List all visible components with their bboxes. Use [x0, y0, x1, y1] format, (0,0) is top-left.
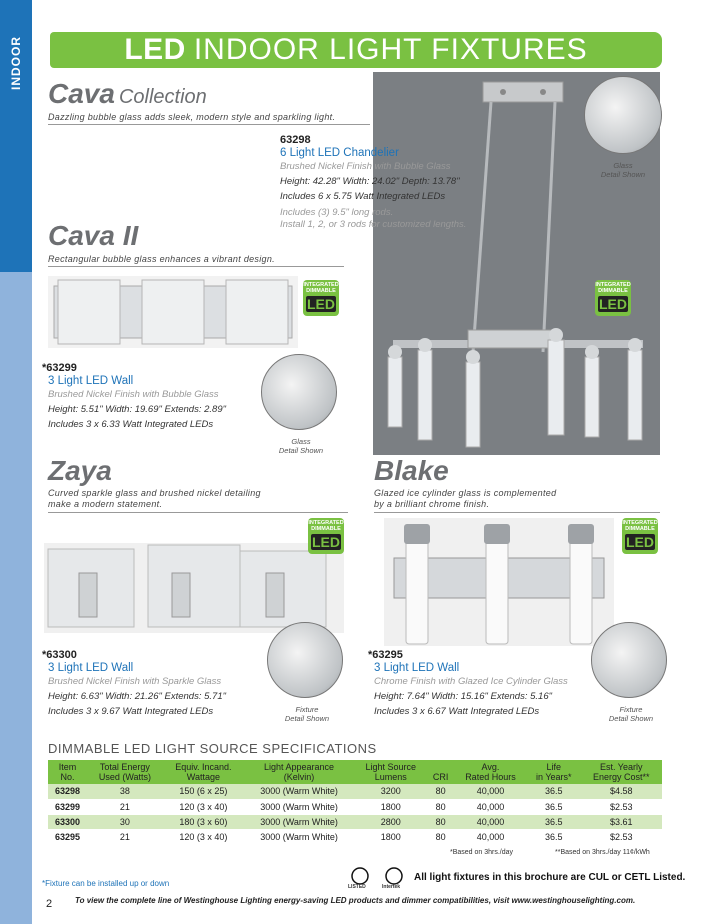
cava-led-badge [595, 280, 631, 316]
specs-cell: 63298 [48, 784, 87, 799]
specs-header-line: (Kelvin) [283, 772, 315, 782]
badge-line2: DIMMABLE [306, 288, 336, 294]
cava-detail-caption [590, 161, 656, 179]
cava2-item-finish: Brushed Nickel Finish with Bubble Glass [48, 389, 219, 400]
cava2-led-badge [303, 280, 339, 316]
specs-header-cell [427, 760, 453, 784]
cava-item-note2: Install 1, 2, or 3 rods for customized lengths. [280, 219, 467, 230]
cava-tagline: Dazzling bubble glass adds sleek, modern style and sparkling light. [48, 112, 336, 122]
specs-header-cell [454, 760, 527, 784]
specs-cell: 120 (3 x 40) [163, 799, 244, 814]
zaya-detail-caption [272, 705, 342, 723]
cava2-fixture-photo [48, 276, 298, 348]
page-header [50, 32, 662, 68]
zaya-fixture-photo [44, 543, 344, 633]
specs-cell: 80 [427, 829, 453, 844]
blake-detail-caption [596, 705, 666, 723]
specs-cell: 120 (3 x 40) [163, 829, 244, 844]
specs-title: DIMMABLE LED LIGHT SOURCE SPECIFICATIONS [48, 741, 377, 756]
cava-title-text: Cava [48, 78, 115, 109]
badge-line3: LED [312, 534, 340, 550]
zaya-detail-caption-line1: Fixture [295, 705, 319, 714]
blake-tagline-2: by a brilliant chrome finish. [374, 499, 490, 509]
specs-row [48, 829, 662, 844]
cava2-detail-caption-line1: Glass [291, 437, 311, 446]
cava2-tagline: Rectangular bubble glass enhances a vibrant design. [48, 254, 275, 264]
specs-header-line: Light Source [365, 762, 417, 772]
cava2-glass-detail-image [261, 354, 337, 430]
specs-header-line: Equiv. Incand. [175, 762, 232, 772]
blake-item-no: *63295 [368, 649, 403, 661]
blake-led-badge [622, 518, 658, 554]
specs-cell: 40,000 [454, 799, 527, 814]
specs-cell: $3.61 [580, 814, 662, 829]
specs-footnote-2: **Based on 3hrs./day 11¢/kWh [555, 849, 650, 856]
badge-line2: DIMMABLE [625, 526, 655, 532]
specs-cell: 38 [87, 784, 163, 799]
blake-item-leds: Includes 3 x 6.67 Watt Integrated LEDs [374, 706, 540, 717]
cava-divider [48, 124, 370, 125]
specs-cell: 3000 (Warm White) [244, 799, 354, 814]
install-note-text: Fixture can be installed up or down [45, 879, 170, 888]
etl-listed-logo [380, 866, 410, 890]
cava-item-no: 63298 [280, 134, 311, 146]
chandelier-canopy [483, 82, 563, 102]
cava-item-name: 6 Light LED Chandelier [280, 147, 399, 159]
specs-header-cell [48, 760, 87, 784]
specs-body [48, 784, 662, 844]
cava2-detail-caption [266, 437, 336, 455]
cava-item-dims: Height: 42.28" Width: 24.02" Depth: 13.78" [280, 176, 460, 187]
specs-cell: 30 [87, 814, 163, 829]
specs-header-line: Energy Cost** [592, 772, 650, 782]
specs-cell: 2800 [354, 814, 427, 829]
header-bold: LED [124, 33, 186, 66]
specs-row [48, 799, 662, 814]
cava-item-note1: Includes (3) 9.5" long rods. [280, 207, 394, 218]
blake-tagline-1: Glazed ice cylinder glass is complemented [374, 488, 557, 498]
zaya-fixture-detail-image [267, 622, 343, 698]
specs-header-line: Lumens [374, 772, 407, 782]
zaya-fixture-drawing [44, 543, 344, 633]
zaya-led-badge [308, 518, 344, 554]
zaya-item-leds: Includes 3 x 9.67 Watt Integrated LEDs [48, 706, 214, 717]
blake-fixture-drawing [384, 518, 614, 646]
specs-header-line: Wattage [186, 772, 220, 782]
badge-line3: LED [599, 296, 627, 312]
cava-detail-caption-line1: Glass [613, 161, 633, 170]
specs-header-cell [163, 760, 244, 784]
header-rest: INDOOR LIGHT FIXTURES [193, 33, 588, 66]
specs-header-cell [244, 760, 354, 784]
side-band-bottom [0, 272, 32, 924]
install-note-star: * [42, 879, 46, 888]
specs-table-wrap [48, 760, 662, 845]
cul-listed-logo [346, 866, 376, 890]
blake-detail-caption-line1: Fixture [619, 705, 643, 714]
cert-statement: All light fixtures in this brochure are CUL or CETL Listed. [414, 872, 686, 883]
side-tab [0, 28, 32, 98]
specs-header-line: No. [60, 772, 75, 782]
specs-cell: 1800 [354, 799, 427, 814]
specs-header-line: Item [58, 762, 77, 772]
specs-header-line: Rated Hours [465, 772, 516, 782]
specs-header-line: Light Appearance [264, 762, 335, 772]
badge-line3: LED [307, 296, 335, 312]
specs-cell: 180 (3 x 60) [163, 814, 244, 829]
specs-row [48, 784, 662, 799]
specs-table [48, 760, 662, 845]
page-number: 2 [46, 898, 53, 910]
specs-header-cell [580, 760, 662, 784]
cava2-item-dims: Height: 5.51" Width: 19.69" Extends: 2.89" [48, 404, 226, 415]
cava-title-suffix: Collection [118, 86, 207, 108]
specs-cell: 40,000 [454, 814, 527, 829]
zaya-item-finish: Brushed Nickel Finish with Sparkle Glass [48, 676, 222, 687]
cava2-item-name: 3 Light LED Wall [48, 375, 134, 387]
blake-detail-caption-line2: Detail Shown [608, 714, 654, 723]
specs-cell: $2.53 [580, 829, 662, 844]
specs-cell: 40,000 [454, 784, 527, 799]
specs-cell: 3000 (Warm White) [244, 784, 354, 799]
specs-header-line: Total Energy [99, 762, 150, 772]
specs-row [48, 814, 662, 829]
cava2-item-leds: Includes 3 x 6.33 Watt Integrated LEDs [48, 419, 214, 430]
badge-line3: LED [626, 534, 654, 550]
specs-cell: 80 [427, 814, 453, 829]
badge-line1: INTEGRATED [308, 520, 344, 526]
specs-footnote-1: *Based on 3hrs./day [450, 849, 514, 856]
specs-cell: $2.53 [580, 799, 662, 814]
zaya-item-no: *63300 [42, 649, 77, 661]
blake-title: Blake [374, 455, 449, 486]
cava2-fixture-drawing [48, 276, 298, 348]
specs-cell: 36.5 [527, 829, 580, 844]
blake-fixture-photo [384, 518, 614, 646]
specs-cell: 21 [87, 829, 163, 844]
blake-divider [374, 512, 660, 513]
specs-cell: 3000 (Warm White) [244, 829, 354, 844]
specs-cell: 21 [87, 799, 163, 814]
specs-cell: 3000 (Warm White) [244, 814, 354, 829]
install-note [42, 879, 169, 888]
zaya-title: Zaya [48, 455, 112, 486]
side-tab-label: INDOOR [9, 36, 23, 90]
cava2-detail-caption-line2: Detail Shown [278, 446, 324, 455]
specs-cell: $4.58 [580, 784, 662, 799]
specs-cell: 80 [427, 784, 453, 799]
zaya-item-name: 3 Light LED Wall [48, 662, 134, 674]
specs-header-line: in Years* [536, 772, 572, 782]
specs-header-line: CRI [432, 772, 449, 782]
cul-logo-label: LISTED [348, 884, 366, 890]
specs-cell: 36.5 [527, 799, 580, 814]
specs-cell: 36.5 [527, 814, 580, 829]
badge-line2: DIMMABLE [598, 288, 628, 294]
specs-header-line: Avg. [481, 762, 500, 772]
specs-cell: 36.5 [527, 784, 580, 799]
specs-cell: 150 (6 x 25) [163, 784, 244, 799]
blake-item-name: 3 Light LED Wall [374, 662, 460, 674]
cava2-item-no: *63299 [42, 362, 77, 374]
zaya-tagline-2: make a modern statement. [48, 499, 163, 509]
cava-item-finish: Brushed Nickel Finish with Bubble Glass [280, 161, 451, 172]
specs-cell: 3200 [354, 784, 427, 799]
cava2-divider [48, 266, 344, 267]
blake-item-finish: Chrome Finish with Glazed Ice Cylinder Glass [374, 676, 568, 687]
specs-header-cell [354, 760, 427, 784]
cava-glass-detail-image [584, 76, 662, 154]
blake-item-dims: Height: 7.64" Width: 15.16" Extends: 5.16" [374, 691, 552, 702]
specs-header-cell [527, 760, 580, 784]
specs-cell: 1800 [354, 829, 427, 844]
zaya-item-dims: Height: 6.63" Width: 21.26" Extends: 5.71" [48, 691, 226, 702]
specs-header-line: Est. Yearly [599, 762, 643, 772]
etl-logo-label: Intertek [382, 884, 401, 890]
specs-cell: 40,000 [454, 829, 527, 844]
specs-header-row [48, 760, 662, 784]
specs-header-cell [87, 760, 163, 784]
specs-header-line: Used (Watts) [98, 772, 151, 782]
bottom-line: To view the complete line of Westinghouse Lighting energy-saving LED products and dimmer compatibilities, visit www.westinghouselighting.com. [75, 896, 636, 905]
specs-cell: 63295 [48, 829, 87, 844]
specs-header-line [429, 762, 451, 772]
specs-cell: 80 [427, 799, 453, 814]
badge-line2: DIMMABLE [311, 526, 341, 532]
cava-detail-caption-line2: Detail Shown [600, 170, 646, 179]
badge-line1: INTEGRATED [622, 520, 658, 526]
cava-title [48, 78, 207, 110]
badge-line1: INTEGRATED [595, 282, 631, 288]
specs-header-line: Life [546, 762, 562, 772]
cava2-title: Cava II [48, 220, 139, 251]
zaya-tagline-1: Curved sparkle glass and brushed nickel detailing [48, 488, 261, 498]
zaya-divider [48, 512, 348, 513]
cava-item-leds: Includes 6 x 5.75 Watt Integrated LEDs [280, 191, 446, 202]
blake-fixture-detail-image [591, 622, 667, 698]
zaya-detail-caption-line2: Detail Shown [284, 714, 330, 723]
specs-cell: 63299 [48, 799, 87, 814]
badge-line1: INTEGRATED [303, 282, 339, 288]
specs-cell: 63300 [48, 814, 87, 829]
